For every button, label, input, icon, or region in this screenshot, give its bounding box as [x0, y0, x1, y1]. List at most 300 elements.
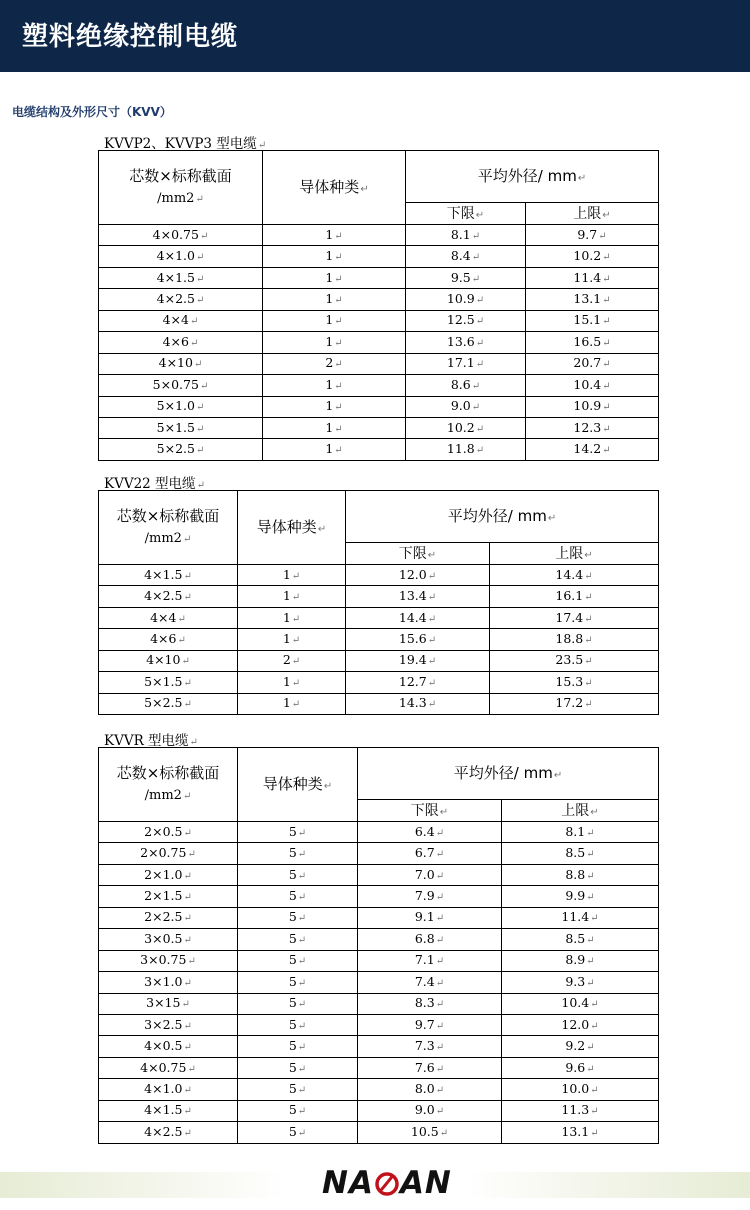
table-row: [99, 950, 659, 971]
para-mark: ↵: [602, 316, 611, 328]
cell-lower-value: 19.4: [398, 652, 427, 668]
cell-conductor: [263, 225, 406, 246]
cell-lower-value: 9.7: [414, 1016, 435, 1032]
cell-upper: [502, 864, 659, 885]
para-mark: ↵: [586, 956, 595, 968]
table-row: [99, 1122, 659, 1143]
cell-upper-value: 11.4: [573, 269, 602, 285]
cell-upper: [526, 267, 659, 288]
cell-lower-value: 14.3: [398, 695, 427, 711]
cell-lower: [358, 972, 502, 993]
cell-conductor-value: 1: [282, 631, 291, 647]
cell-upper: [502, 843, 659, 864]
para-mark: ↵: [297, 827, 307, 839]
para-mark: ↵: [602, 337, 611, 349]
table-row: [99, 822, 659, 843]
cell-lower: [406, 439, 526, 460]
header-unit-label: /mm2: [144, 788, 182, 804]
para-mark: ↵: [334, 423, 343, 435]
para-mark: ↵: [317, 524, 327, 535]
para-mark: ↵: [297, 1042, 307, 1054]
cell-conductor-value: 1: [325, 226, 334, 242]
para-mark: ↵: [297, 1020, 307, 1032]
logo-text-na: NA: [322, 1165, 374, 1201]
para-mark: ↵: [602, 252, 611, 264]
table-row: [99, 417, 659, 438]
cell-lower: [358, 822, 502, 843]
cell-lower-value: 13.4: [398, 588, 427, 604]
para-mark: ↵: [471, 252, 481, 264]
cell-lower: [406, 289, 526, 310]
cell-conductor: [263, 375, 406, 396]
cell-lower: [358, 886, 502, 907]
cell-conductor-value: 5: [288, 1038, 297, 1054]
cell-lower: [406, 225, 526, 246]
cell-upper-value: 10.2: [573, 248, 602, 264]
para-mark: ↵: [297, 1063, 307, 1075]
cell-conductor: [263, 246, 406, 267]
cell-upper: [502, 972, 659, 993]
cell-upper: [502, 886, 659, 907]
para-mark: ↵: [291, 570, 301, 582]
para-mark: ↵: [182, 534, 192, 546]
para-mark: ↵: [195, 402, 205, 414]
cell-lower: [406, 375, 526, 396]
cell-conductor: [238, 886, 358, 907]
para-mark: ↵: [584, 699, 593, 711]
cell-cores: [99, 375, 263, 396]
cell-lower: [346, 693, 490, 714]
cell-upper-value: 18.8: [555, 631, 584, 647]
cell-cores: [99, 1079, 238, 1100]
para-mark: ↵: [584, 592, 593, 604]
cell-conductor: [238, 1036, 358, 1057]
cell-upper-value: 8.1: [565, 823, 586, 839]
para-mark: ↵: [183, 570, 192, 582]
header-conductor-label: 导体种类: [299, 178, 360, 196]
para-mark: ↵: [291, 656, 301, 668]
header-cores-label: 芯数×标称截面: [129, 166, 232, 185]
para-mark: ↵: [586, 827, 595, 839]
para-mark: ↵: [435, 1042, 445, 1054]
cell-lower-value: 9.1: [414, 909, 435, 925]
cell-upper-value: 10.0: [561, 1080, 590, 1096]
cell-cores: [99, 1036, 238, 1057]
para-mark: ↵: [334, 295, 343, 307]
para-mark: ↵: [471, 273, 481, 285]
table-row: [99, 1036, 659, 1057]
para-mark: ↵: [602, 295, 611, 307]
para-mark: ↵: [435, 934, 445, 946]
cell-conductor: [263, 267, 406, 288]
cell-conductor-value: 5: [288, 888, 297, 904]
cell-upper: [502, 1079, 659, 1100]
para-mark: ↵: [602, 273, 611, 285]
cell-upper-value: 8.8: [565, 866, 586, 882]
para-mark: ↵: [297, 977, 307, 989]
cell-conductor-value: 1: [325, 269, 334, 285]
cell-cores-value: 4×1.0: [144, 1080, 183, 1096]
para-mark: ↵: [183, 1020, 192, 1032]
cell-upper: [490, 607, 659, 628]
header-upper-label: 上限: [561, 802, 590, 819]
table-row: [99, 439, 659, 460]
cell-upper: [490, 672, 659, 693]
header-cores: [99, 491, 238, 565]
header-unit-label: /mm2: [157, 191, 195, 207]
table-row: [99, 843, 659, 864]
para-mark: ↵: [590, 1106, 599, 1118]
cell-upper-value: 23.5: [555, 652, 584, 668]
cell-cores-value: 4×2.5: [144, 588, 183, 604]
cell-cores: [99, 886, 238, 907]
cell-lower: [406, 332, 526, 353]
cell-upper-value: 15.3: [555, 673, 584, 689]
cell-conductor: [263, 310, 406, 331]
spec-table-kvv22: [98, 490, 659, 715]
cell-lower-value: 8.0: [414, 1080, 435, 1096]
para-mark: ↵: [590, 913, 599, 925]
para-mark: ↵: [334, 402, 343, 414]
header-lower-label: 下限: [398, 545, 427, 562]
cell-upper-value: 9.6: [565, 1059, 586, 1075]
cell-conductor-value: 5: [288, 1123, 297, 1139]
header-diameter-label: 平均外径/ mm: [477, 167, 577, 185]
cell-cores: [99, 929, 238, 950]
cell-lower: [358, 907, 502, 928]
cell-cores-value: 4×0.5: [144, 1038, 183, 1054]
cell-cores-value: 4×2.5: [156, 291, 195, 307]
para-mark: ↵: [439, 806, 449, 818]
para-mark: ↵: [586, 1042, 595, 1054]
cell-lower: [346, 629, 490, 650]
cell-lower-value: 10.5: [410, 1123, 439, 1139]
cell-conductor-value: 1: [325, 441, 334, 457]
caption-text: KVV22 型电缆: [104, 476, 196, 492]
cell-conductor: [238, 565, 346, 586]
table-row: [99, 693, 659, 714]
cell-upper: [526, 310, 659, 331]
header-lower: [406, 203, 526, 225]
cell-conductor-value: 1: [282, 695, 291, 711]
cell-cores: [99, 1100, 238, 1121]
cell-lower-value: 7.3: [414, 1038, 435, 1054]
table-row: [99, 672, 659, 693]
cell-cores-value: 4×4: [162, 312, 189, 328]
header-diameter: [406, 151, 659, 203]
cell-lower: [358, 1122, 502, 1143]
table-row: [99, 607, 659, 628]
cell-cores-value: 3×0.75: [140, 952, 187, 968]
cell-conductor: [238, 672, 346, 693]
para-mark: ↵: [183, 592, 192, 604]
para-mark: ↵: [590, 1127, 599, 1139]
para-mark: ↵: [427, 570, 437, 582]
para-mark: ↵: [584, 570, 593, 582]
header-row: [99, 151, 659, 203]
para-mark: ↵: [586, 870, 595, 882]
cell-upper: [502, 907, 659, 928]
table-row: [99, 289, 659, 310]
para-mark: ↵: [427, 592, 437, 604]
cell-lower: [406, 417, 526, 438]
cell-upper-value: 8.5: [565, 845, 586, 861]
para-mark: ↵: [584, 635, 593, 647]
cell-upper-value: 10.9: [573, 398, 602, 414]
cell-upper-value: 10.4: [573, 376, 602, 392]
cell-cores: [99, 629, 238, 650]
cell-cores-value: 5×0.75: [152, 376, 199, 392]
cell-upper: [490, 629, 659, 650]
cell-cores: [99, 310, 263, 331]
header-unit-label: /mm2: [144, 531, 182, 547]
para-mark: ↵: [553, 770, 563, 781]
para-mark: ↵: [291, 635, 301, 647]
cell-lower: [406, 353, 526, 374]
para-mark: ↵: [189, 737, 198, 748]
para-mark: ↵: [435, 827, 445, 839]
header-conductor-label: 导体种类: [256, 518, 317, 536]
cell-lower: [358, 929, 502, 950]
cell-upper-value: 14.4: [555, 566, 584, 582]
para-mark: ↵: [602, 445, 611, 457]
cell-upper-value: 9.9: [565, 888, 586, 904]
para-mark: ↵: [183, 913, 192, 925]
table-caption-kvv22: [104, 472, 205, 492]
cell-cores: [99, 332, 263, 353]
cell-cores-value: 2×1.5: [144, 888, 183, 904]
cell-upper: [502, 822, 659, 843]
para-mark: ↵: [584, 613, 593, 625]
para-mark: ↵: [586, 849, 595, 861]
cell-lower-value: 12.7: [398, 673, 427, 689]
cell-conductor: [263, 396, 406, 417]
para-mark: ↵: [323, 781, 333, 792]
cell-upper: [502, 1057, 659, 1078]
para-mark: ↵: [334, 273, 343, 285]
cell-conductor-value: 1: [282, 609, 291, 625]
cell-cores-value: 4×10: [146, 652, 181, 668]
cell-upper: [502, 929, 659, 950]
cell-lower: [358, 1036, 502, 1057]
cell-cores: [99, 672, 238, 693]
cell-upper: [502, 950, 659, 971]
cell-lower-value: 7.9: [414, 888, 435, 904]
header-lower-label: 下限: [410, 802, 439, 819]
header-cores: [99, 748, 238, 822]
cell-upper-value: 14.2: [573, 441, 602, 457]
cell-upper-value: 8.5: [565, 930, 586, 946]
cell-upper: [526, 332, 659, 353]
cell-cores-value: 3×15: [146, 995, 181, 1011]
para-mark: ↵: [475, 337, 485, 349]
para-mark: ↵: [183, 870, 192, 882]
header-conductor: [238, 491, 346, 565]
cell-cores: [99, 246, 263, 267]
cell-lower: [358, 1014, 502, 1035]
cell-lower: [358, 1057, 502, 1078]
para-mark: ↵: [471, 380, 481, 392]
cell-cores-value: 4×6: [162, 333, 189, 349]
table-row: [99, 586, 659, 607]
para-mark: ↵: [182, 791, 192, 803]
cell-cores-value: 5×1.5: [144, 673, 183, 689]
header-diameter: [358, 748, 659, 800]
cell-cores-value: 2×0.5: [144, 823, 183, 839]
para-mark: ↵: [435, 870, 445, 882]
cell-lower-value: 12.0: [398, 566, 427, 582]
cell-lower: [406, 246, 526, 267]
table-row: [99, 629, 659, 650]
cell-cores: [99, 972, 238, 993]
para-mark: ↵: [195, 273, 205, 285]
cell-lower: [406, 310, 526, 331]
cell-upper: [526, 417, 659, 438]
cell-conductor: [263, 417, 406, 438]
cell-cores-value: 3×1.0: [144, 973, 183, 989]
cell-cores: [99, 417, 263, 438]
cell-cores: [99, 1057, 238, 1078]
para-mark: ↵: [427, 677, 437, 689]
cell-upper: [490, 693, 659, 714]
para-mark: ↵: [190, 337, 199, 349]
cell-cores-value: 4×1.5: [144, 566, 183, 582]
cell-lower: [358, 993, 502, 1014]
caption-text: KVVR 型电缆: [104, 733, 189, 749]
cell-upper: [526, 353, 659, 374]
cell-conductor: [263, 289, 406, 310]
para-mark: ↵: [475, 359, 485, 371]
cell-conductor-value: 5: [288, 823, 297, 839]
para-mark: ↵: [297, 1084, 307, 1096]
cell-lower-value: 14.4: [398, 609, 427, 625]
table-row: [99, 993, 659, 1014]
para-mark: ↵: [291, 677, 301, 689]
header-row: [99, 491, 659, 543]
cell-upper-value: 10.4: [561, 995, 590, 1011]
para-mark: ↵: [183, 1106, 192, 1118]
cell-conductor-value: 1: [282, 673, 291, 689]
cell-conductor-value: 5: [288, 1102, 297, 1118]
cell-lower-value: 7.1: [414, 952, 435, 968]
para-mark: ↵: [199, 380, 209, 392]
cell-conductor: [238, 693, 346, 714]
cell-upper-value: 9.2: [565, 1038, 586, 1054]
para-mark: ↵: [435, 1084, 445, 1096]
cell-conductor: [238, 607, 346, 628]
para-mark: ↵: [475, 423, 485, 435]
cell-cores: [99, 396, 263, 417]
para-mark: ↵: [590, 999, 599, 1011]
cell-conductor-value: 5: [288, 995, 297, 1011]
para-mark: ↵: [427, 613, 437, 625]
para-mark: ↵: [602, 402, 611, 414]
cell-lower-value: 7.0: [414, 866, 435, 882]
cell-upper: [502, 1100, 659, 1121]
cell-lower: [346, 650, 490, 671]
para-mark: ↵: [183, 1127, 192, 1139]
header-conductor: [238, 748, 358, 822]
cell-upper-value: 11.4: [561, 909, 590, 925]
cell-cores: [99, 822, 238, 843]
para-mark: ↵: [187, 1063, 196, 1075]
cell-upper: [526, 289, 659, 310]
header-upper: [526, 203, 659, 225]
para-mark: ↵: [435, 892, 445, 904]
header-cores: [99, 151, 263, 225]
header-diameter-label: 平均外径/ mm: [447, 507, 547, 525]
cell-cores: [99, 907, 238, 928]
cell-conductor-value: 1: [282, 566, 291, 582]
cell-conductor-value: 5: [288, 909, 297, 925]
cell-lower: [358, 843, 502, 864]
cell-conductor: [238, 1014, 358, 1035]
cell-lower-value: 11.8: [446, 441, 475, 457]
para-mark: ↵: [435, 1063, 445, 1075]
cell-cores-value: 4×0.75: [140, 1059, 187, 1075]
table-row: [99, 864, 659, 885]
cell-cores: [99, 650, 238, 671]
para-mark: ↵: [427, 699, 437, 711]
cell-cores: [99, 353, 263, 374]
cell-cores-value: 2×1.0: [144, 866, 183, 882]
para-mark: ↵: [586, 977, 595, 989]
cell-conductor: [263, 439, 406, 460]
cell-upper: [502, 993, 659, 1014]
para-mark: ↵: [257, 140, 267, 151]
table-row: [99, 246, 659, 267]
table-row: [99, 310, 659, 331]
para-mark: ↵: [584, 549, 593, 561]
para-mark: ↵: [195, 194, 204, 206]
table-row: [99, 1079, 659, 1100]
spec-table-kvvp: [98, 150, 659, 461]
table-row: [99, 267, 659, 288]
cell-lower: [358, 1079, 502, 1100]
para-mark: ↵: [435, 913, 445, 925]
para-mark: ↵: [181, 656, 190, 668]
header-upper: [490, 543, 659, 565]
cell-lower: [346, 565, 490, 586]
para-mark: ↵: [590, 1020, 599, 1032]
header-cores-label: 芯数×标称截面: [116, 763, 220, 782]
cell-conductor-value: 1: [325, 419, 334, 435]
brand-logo: [322, 1166, 452, 1200]
cell-conductor: [238, 864, 358, 885]
para-mark: ↵: [183, 1084, 192, 1096]
cell-conductor-value: 1: [325, 312, 334, 328]
table-row: [99, 972, 659, 993]
cell-lower: [358, 864, 502, 885]
cell-cores-value: 4×6: [150, 631, 177, 647]
cell-upper: [490, 586, 659, 607]
cell-cores: [99, 693, 238, 714]
cell-lower-value: 8.4: [450, 248, 471, 264]
cell-upper: [502, 1014, 659, 1035]
cell-lower-value: 7.6: [414, 1059, 435, 1075]
para-mark: ↵: [334, 316, 343, 328]
page-title: 塑料绝缘控制电缆: [22, 22, 239, 52]
para-mark: ↵: [297, 934, 307, 946]
cell-lower-value: 6.4: [414, 823, 435, 839]
cell-conductor: [238, 993, 358, 1014]
cell-cores-value: 5×1.0: [156, 398, 195, 414]
para-mark: ↵: [427, 635, 437, 647]
para-mark: ↵: [471, 230, 481, 242]
header-diameter-label: 平均外径/ mm: [453, 764, 553, 782]
cell-cores: [99, 843, 238, 864]
cell-conductor: [238, 1122, 358, 1143]
